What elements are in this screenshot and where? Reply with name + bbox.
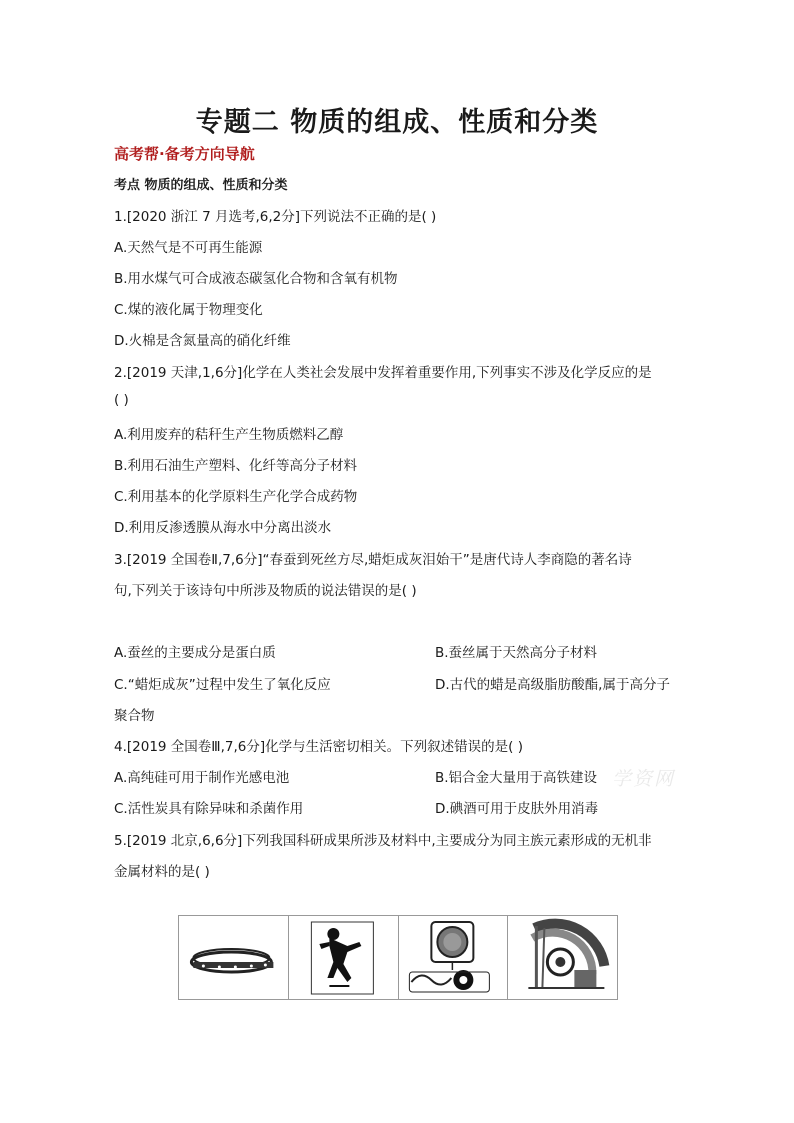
question-2-option-a: A.利用废弃的秸秆生产生物质燃料乙醇 <box>114 427 344 443</box>
question-5-figures <box>178 915 618 1000</box>
question-3-option-c: C.“蜡炬成灰”过程中发生了氧化反应 <box>114 677 331 693</box>
figure-ring-structure <box>179 916 289 999</box>
question-1-option-d: D.火棉是含氮量高的硝化纤维 <box>114 333 291 349</box>
question-3-option-a: A.蚕丝的主要成分是蛋白质 <box>114 645 276 661</box>
question-3-option-d: D.古代的蜡是高级脂肪酸酯,属于高分子 <box>435 677 670 693</box>
question-4-option-a: A.高纯硅可用于制作光感电池 <box>114 770 290 786</box>
question-2-option-d: D.利用反渗透膜从海水中分离出淡水 <box>114 520 332 536</box>
section-header: 高考帮·备考方向导航 <box>114 145 255 163</box>
figure-speed-skater <box>289 916 399 999</box>
topic-heading: 考点 物质的组成、性质和分类 <box>114 178 288 193</box>
question-1-option-b: B.用水煤气可合成液态碳氢化合物和含氧有机物 <box>114 271 398 287</box>
turbine-blade-icon <box>508 916 617 999</box>
question-2-stem: 2.[2019 天津,1,6分]化学在人类社会发展中发挥着重要作用,下列事实不涉及化学反应的是 <box>114 365 652 381</box>
chip-magnified-icon <box>399 916 508 999</box>
question-1-stem: 1.[2020 浙江 7 月选考,6,2分]下列说法不正确的是( ) <box>114 209 437 225</box>
question-1-option-a: A.天然气是不可再生能源 <box>114 240 263 256</box>
question-2-option-b: B.利用石油生产塑料、化纤等高分子材料 <box>114 458 358 474</box>
question-4-option-c: C.活性炭具有除异味和杀菌作用 <box>114 801 304 817</box>
question-5-stem: 5.[2019 北京,6,6分]下列我国科研成果所涉及材料中,主要成分为同主族元素形成的无机非 <box>114 833 652 849</box>
question-4-stem: 4.[2019 全国卷Ⅲ,7,6分]化学与生活密切相关。下列叙述错误的是( ) <box>114 739 523 755</box>
question-2-option-c: C.利用基本的化学原料生产化学合成药物 <box>114 489 358 505</box>
question-1-option-c: C.煤的液化属于物理变化 <box>114 302 263 318</box>
figure-turbine-blade <box>508 916 617 999</box>
question-3-option-d-cont: 聚合物 <box>114 708 155 724</box>
question-3-stem: 3.[2019 全国卷Ⅱ,7,6分]“春蚕到死丝方尽,蜡炬成灰泪始干”是唐代诗人李商隐的著名诗 <box>114 552 632 568</box>
question-3-option-b: B.蚕丝属于天然高分子材料 <box>435 645 598 661</box>
question-2-stem-cont: ( ) <box>114 392 129 408</box>
watermark: 学资网 <box>612 768 676 790</box>
question-4-option-d: D.碘酒可用于皮肤外用消毒 <box>435 801 599 817</box>
ring-structure-icon <box>179 916 288 999</box>
speed-skater-icon <box>289 916 398 999</box>
question-5-stem-cont: 金属材料的是( ) <box>114 864 210 880</box>
question-4-option-b: B.铝合金大量用于高铁建设 <box>435 770 598 786</box>
page-title: 专题二 物质的组成、性质和分类 <box>195 107 599 138</box>
figure-chip-magnified <box>399 916 509 999</box>
question-3-stem-cont: 句,下列关于该诗句中所涉及物质的说法错误的是( ) <box>114 583 417 599</box>
